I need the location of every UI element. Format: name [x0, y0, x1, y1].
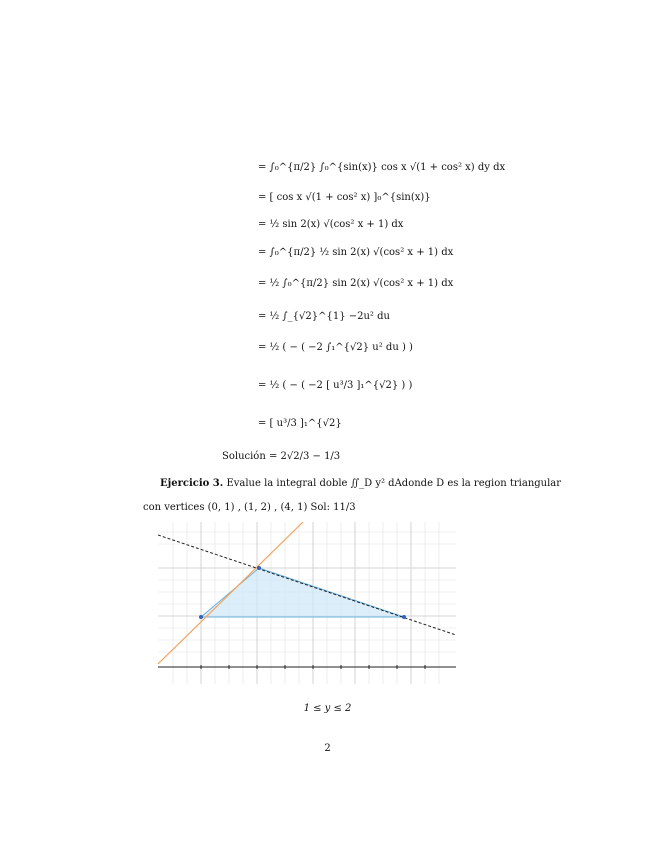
page-number: 2 — [324, 743, 331, 754]
eq-line-4: = ∫₀^{π/2} ½ sin 2(x) √(cos² x + 1) dx — [258, 247, 454, 258]
solution: Solución = 2√2/3 − 1/3 — [222, 451, 341, 462]
eq-line-7: = ½ ( − ( −2 ∫₁^{√2} u² du ) ) — [258, 342, 413, 353]
vertex-point — [402, 615, 406, 619]
eq-line-5: = ½ ∫₀^{π/2} sin 2(x) √(cos² x + 1) dx — [258, 278, 454, 289]
figure-caption: 1 ≤ y ≤ 2 — [303, 703, 352, 714]
vertex-point — [199, 615, 203, 619]
region-graph — [158, 522, 456, 684]
eq-line-1: = ∫₀^{π/2} ∫₀^{sin(x)} cos x √(1 + cos² x) dy dx — [258, 162, 506, 173]
exercise-statement-2: con vertices (0, 1) , (1, 2) , (4, 1) Sol: 11/3 — [143, 502, 356, 513]
exercise-statement — [160, 478, 561, 489]
exercise-text: Evalue la integral doble ∬_D y² dAdonde D es la region triangular — [226, 478, 562, 489]
eq-line-8: = ½ ( − ( −2 [ u³/3 ]₁^{√2} ) ) — [258, 380, 413, 391]
eq-line-9: = [ u³/3 ]₁^{√2} — [258, 418, 342, 429]
vertex-point — [257, 566, 261, 570]
eq-line-2: = [ cos x √(1 + cos² x) ]₀^{sin(x)} — [258, 192, 431, 203]
exercise-label: Ejercicio 3. — [160, 478, 224, 489]
eq-line-3: = ½ sin 2(x) √(cos² x + 1) dx — [258, 219, 404, 230]
eq-line-6: = ½ ∫_{√2}^{1} −2u² du — [258, 311, 390, 322]
